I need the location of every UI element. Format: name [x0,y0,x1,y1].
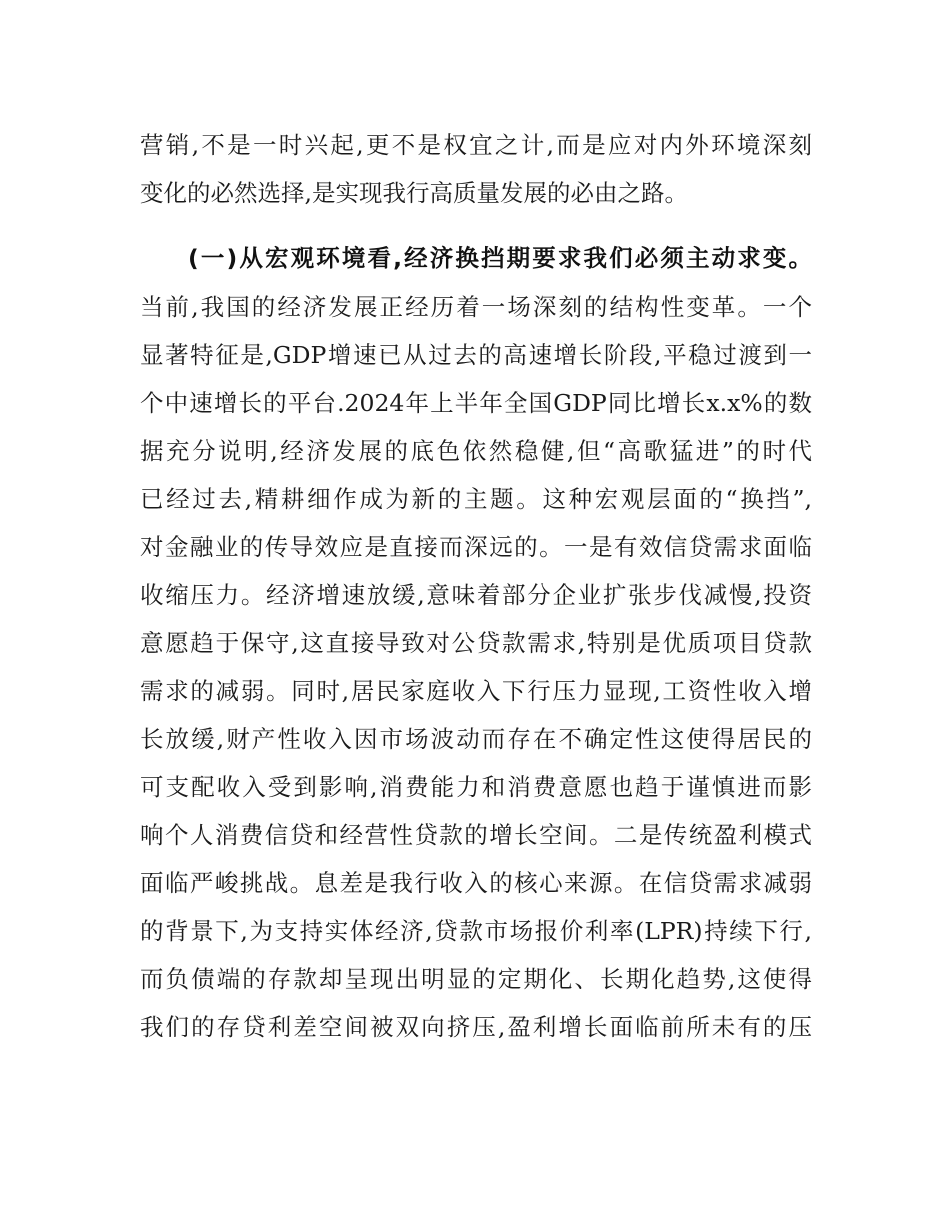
body-line-1: 当前,我国的经济发展正经历着一场深刻的结构性变革。一个 [140,293,812,321]
body-line-13: 面临严峻挑战。息差是我行收入的核心来源。在信贷需求减弱 [140,869,812,897]
body-line-4: 据充分说明,经济发展的底色依然稳健,但“高歌猛进”的时代 [140,437,812,465]
body-line-16: 我们的存贷利差空间被双向挤压,盈利增长面临前所未有的压 [140,1013,812,1041]
body-line-5: 已经过去,精耕细作成为新的主题。这种宏观层面的“换挡”, [140,485,812,513]
body-line-15: 而负债端的存款却呈现出明显的定期化、长期化趋势,这使得 [140,965,812,993]
body-line-14: 的背景下,为支持实体经济,贷款市场报价利率(LPR)持续下行, [140,917,812,945]
body-line-10: 长放缓,财产性收入因市场波动而存在不确定性这使得居民的 [140,725,812,753]
body-line-11: 可支配收入受到影响,消费能力和消费意愿也趋于谨慎进而影 [140,773,812,801]
body-line-3: 个中速增长的平台.2024年上半年全国GDP同比增长x.x%的数 [140,389,812,417]
body-line-12: 响个人消费信贷和经营性贷款的增长空间。二是传统盈利模式 [140,821,812,849]
body-line-6: 对金融业的传导效应是直接而深远的。一是有效信贷需求面临 [140,533,812,561]
body-line-9: 需求的减弱。同时,居民家庭收入下行压力显现,工资性收入增 [140,677,812,705]
section-heading: (一)从宏观环境看,经济换挡期要求我们必须主动求变。 [188,244,812,272]
body-line-2: 显著特征是,GDP增速已从过去的高速增长阶段,平稳过渡到一 [140,341,812,369]
intro-line-2: 变化的必然选择,是实现我行高质量发展的必由之路。 [140,179,688,207]
body-line-8: 意愿趋于保守,这直接导致对公贷款需求,特别是优质项目贷款 [140,629,812,657]
intro-line-1: 营销,不是一时兴起,更不是权宜之计,而是应对内外环境深刻 [140,131,812,159]
body-line-7: 收缩压力。经济增速放缓,意味着部分企业扩张步伐减慢,投资 [140,581,812,609]
